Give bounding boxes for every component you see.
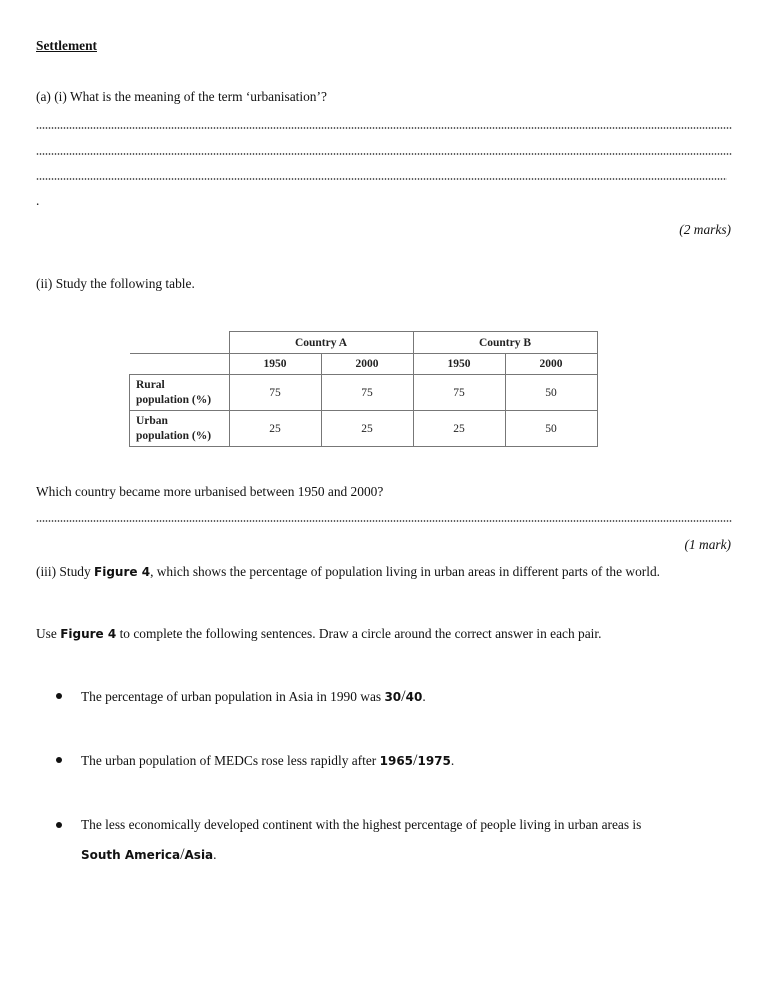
table-cell: 25 [321,411,413,447]
table-row [130,375,598,411]
sentence-3: The less economically developed continent with the highest percentage of people living in urban areas is [81,817,642,832]
table-cell: 75 [413,375,505,411]
question-a-iii: (iii) Study Figure 4, which shows the percentage of population living in urban areas in different parts of the world. [36,564,661,579]
marks-a-ii: (1 mark) [684,537,731,552]
bullet-icon [56,757,62,763]
country-b-header: Country B [413,332,597,354]
table-corner [130,332,230,354]
answer-line-3[interactable] [36,178,727,180]
marks-a-i: (2 marks) [679,222,731,237]
option-40[interactable]: 40 [405,690,423,704]
answer-line-4[interactable] [36,520,732,522]
table-cell: 25 [229,411,321,447]
question-a-i: (a) (i) What is the meaning of the term ‘urbanisation’? [36,89,327,104]
year-header: 2000 [505,354,597,375]
table-cell: 50 [505,375,597,411]
sentence-1: The percentage of urban population in Asia in 1990 was 30/40. [81,688,426,705]
table-cell: 25 [413,411,505,447]
answer-line-1[interactable] [36,127,732,129]
figure-ref: Figure 4 [60,627,117,641]
population-table [129,331,598,447]
country-a-header: Country A [229,332,413,354]
year-header: 1950 [413,354,505,375]
figure-ref: Figure 4 [94,565,151,579]
year-header: 2000 [321,354,413,375]
table-row [130,411,598,447]
table-cell: 75 [229,375,321,411]
table-cell: 50 [505,411,597,447]
option-1965[interactable]: 1965 [379,754,414,768]
table-cell: 75 [321,375,413,411]
option-south-america[interactable]: South America [81,848,181,862]
question-a-ii-prompt: Which country became more urbanised between 1950 and 2000? [36,484,384,499]
row-label-rural: Rural population (%) [130,375,230,411]
option-30[interactable]: 30 [384,690,402,704]
sentence-2: The urban population of MEDCs rose less rapidly after 1965/1975. [81,752,455,769]
sentence-3-options: South America/Asia. [81,846,217,863]
year-header: 1950 [229,354,321,375]
answer-line-stub: . [36,193,40,208]
question-a-ii: (ii) Study the following table. [36,276,195,291]
bullet-icon [56,693,62,699]
instruction: Use Figure 4 to complete the following sentences. Draw a circle around the correct answer in each pair. [36,626,602,641]
row-label-urban: Urban population (%) [130,411,230,447]
bullet-icon [56,822,62,828]
option-1975[interactable]: 1975 [417,754,451,768]
option-asia[interactable]: Asia [184,848,214,862]
answer-line-2[interactable] [36,153,732,155]
section-heading: Settlement [36,38,97,53]
